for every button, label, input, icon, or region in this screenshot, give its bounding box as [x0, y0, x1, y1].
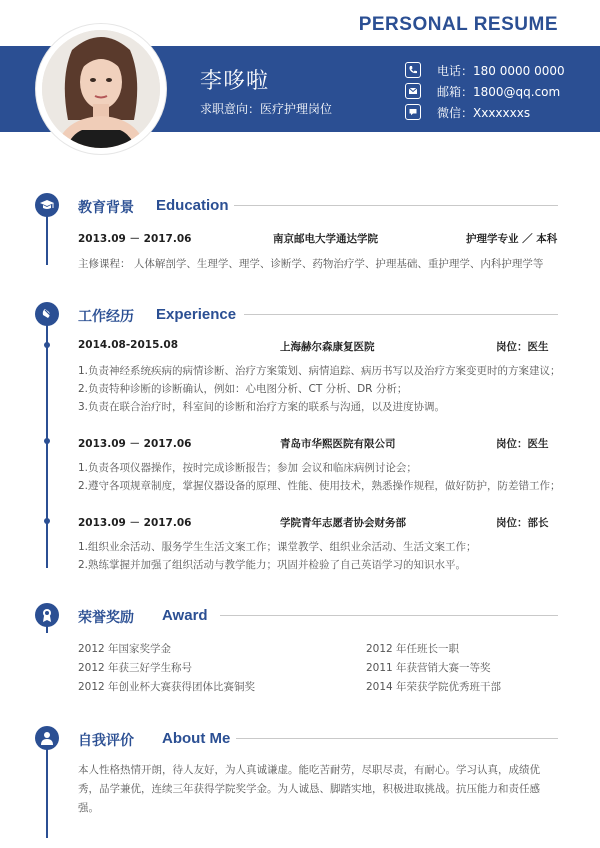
award-item: 2011 年获营销大赛一等奖	[366, 662, 491, 674]
award-item: 2012 年任班长一职	[366, 643, 460, 655]
timeline-dot	[44, 518, 50, 524]
job-position: 岗位：医生	[496, 438, 549, 450]
education-courses: 主修课程： 人体解剖学、生理学、理学、诊断学、药物治疗学、护理基础、重护理学、内科护理学等	[78, 258, 544, 270]
phone-icon	[405, 62, 421, 78]
job-date: 2013.09 － 2017.06	[78, 438, 192, 450]
job-detail-line: 3.负责在联合治疗时，科室间的诊断和治疗方案的联系与沟通，以及进度协调。	[78, 401, 446, 413]
award-icon	[35, 603, 59, 627]
job-company: 学院青年志愿者协会财务部	[280, 517, 406, 529]
wechat-icon	[405, 104, 421, 120]
timeline-line	[46, 738, 48, 838]
education-date: 2013.09 － 2017.06	[78, 233, 192, 245]
experience-icon	[35, 302, 59, 326]
section-subtitle-award: Award	[162, 607, 208, 624]
award-item: 2012 年创业杯大赛获得团体比赛铜奖	[78, 681, 256, 693]
profile-photo	[42, 30, 160, 148]
mail-icon	[405, 83, 421, 99]
job-company: 青岛市华熙医院有限公司	[280, 438, 396, 450]
timeline-dot	[44, 342, 50, 348]
section-title-award: 荣誉奖励	[78, 610, 134, 626]
section-title-about: 自我评价	[78, 733, 134, 749]
about-icon	[35, 726, 59, 750]
education-school: 南京邮电大学通达学院	[273, 233, 378, 245]
section-rule	[236, 738, 558, 739]
resume-title: PERSONAL RESUME	[358, 14, 558, 35]
job-position: 岗位：医生	[496, 341, 549, 353]
section-title-education: 教育背景	[78, 200, 134, 216]
job-company: 上海赫尔森康复医院	[280, 341, 375, 353]
section-subtitle-experience: Experience	[156, 306, 237, 323]
job-intent: 求职意向：医疗护理岗位	[200, 102, 333, 116]
section-rule	[234, 205, 558, 206]
award-item: 2014 年荣获学院优秀班干部	[366, 681, 502, 693]
section-rule	[220, 615, 558, 616]
timeline-dot	[44, 438, 50, 444]
section-subtitle-about: About Me	[162, 730, 231, 747]
job-detail-line: 2.负责特种诊断的诊断确认，例如：心电图分析、CT 分析、DR 分析；	[78, 383, 408, 395]
education-major: 护理学专业 ／ 本科	[466, 233, 558, 245]
job-detail-line: 1.组织业余活动、服务学生生活文案工作；课堂教学、组织业余活动、生活文案工作；	[78, 541, 477, 553]
job-detail-line: 2.遵守各项规章制度，掌握仪器设备的原理、性能、使用技术，熟悉操作规程，做好防护，防差错工作；	[78, 480, 561, 492]
education-icon	[35, 193, 59, 217]
about-text: 本人性格热情开朗，待人友好，为人真诚谦虚。能吃苦耐劳，尽职尽责，有耐心。学习认真，成绩优秀，品学兼优，连续三年获得学院奖学金。为人诚恳、脚踏实地，积极进取挑战。抗压能力和责任感强。	[78, 764, 540, 814]
job-position: 岗位：部长	[496, 517, 549, 529]
job-detail-line: 1.负责神经系统疾病的病情诊断、治疗方案策划、病情追踪、病历书写以及治疗方案变更时的方案建议；	[78, 365, 561, 377]
candidate-name: 李哆啦	[200, 69, 270, 94]
job-detail-line: 2.熟练掌握并加强了组织活动与教学能力；巩固并检验了自己英语学习的知识水平。	[78, 559, 467, 571]
section-subtitle-education: Education	[156, 197, 229, 214]
award-item: 2012 年获三好学生称号	[78, 662, 193, 674]
job-detail-line: 1.负责各项仪器操作，按时完成诊断报告；参加 会议和临床病例讨论会；	[78, 462, 417, 474]
job-date: 2014.08-2015.08	[78, 339, 179, 351]
section-rule	[244, 314, 558, 315]
section-title-experience: 工作经历	[78, 309, 134, 325]
job-date: 2013.09 － 2017.06	[78, 517, 192, 529]
award-item: 2012 年国家奖学金	[78, 643, 172, 655]
